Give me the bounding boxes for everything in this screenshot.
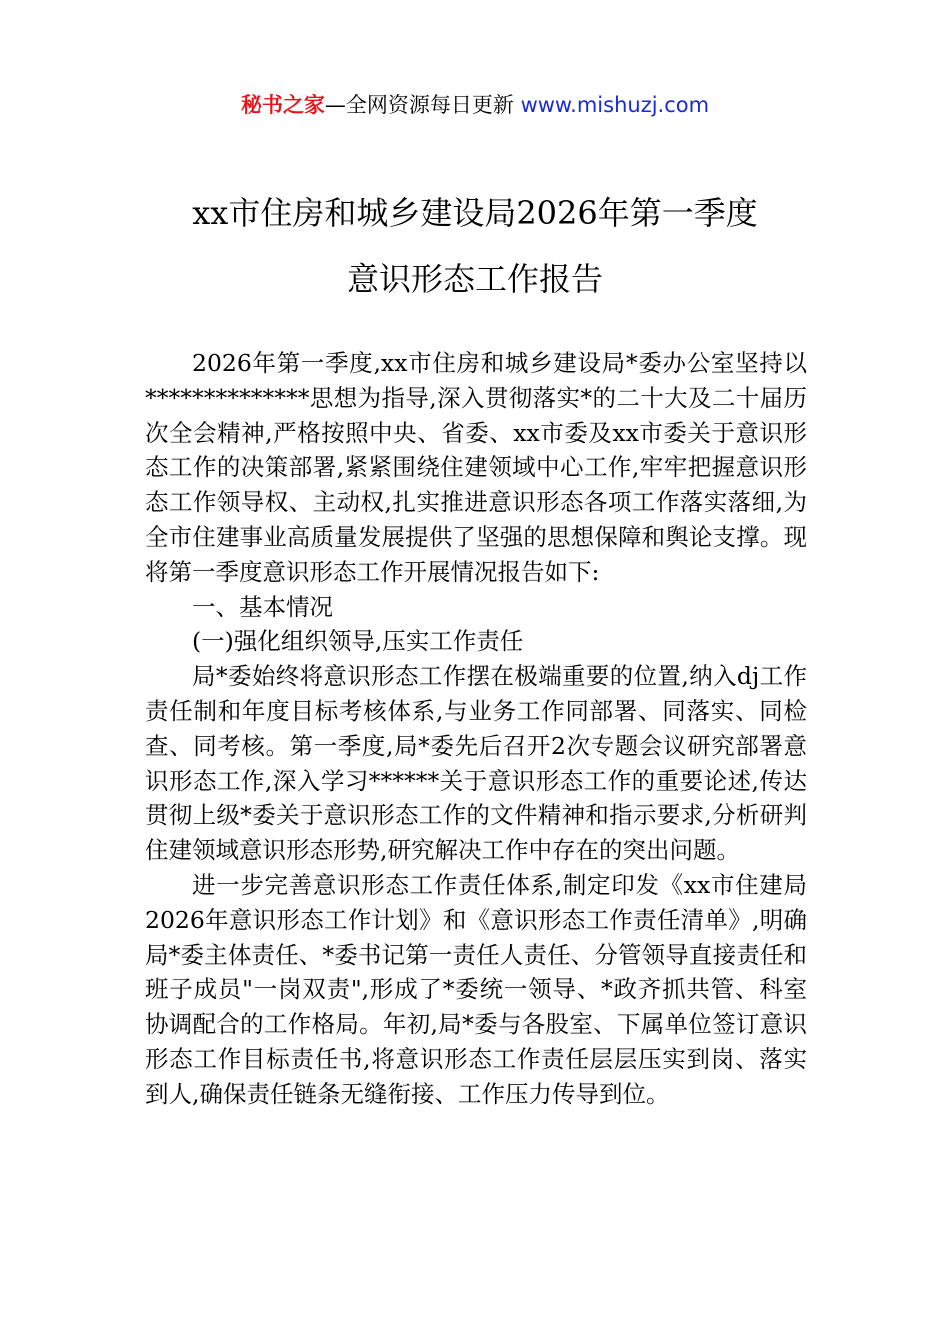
section-heading: 一、基本情况 xyxy=(192,592,333,621)
subsection-heading: (一)强化组织领导,压实工作责任 xyxy=(192,627,524,656)
document-title-line-2: 意识形态工作报告 xyxy=(346,260,603,298)
site-header xyxy=(0,90,950,120)
site-brand: 秘书之家 xyxy=(240,93,325,117)
document-body xyxy=(145,346,807,1112)
site-url-link[interactable]: www.mishuzj.com xyxy=(520,93,710,117)
paragraph-leadership: 局*委始终将意识形态工作摆在极端重要的位置,纳入dj工作责任制和年度目标考核体系,与业务工作同部署、同落实、同检查、同考核。第一季度,局*委先后召开2次专题会议研究部署意识形态工作,深入学习******关于意识形态工作的重要论述,传达贯彻上级*委关于意识形态工作的文件精神和指示要求,分析研判住建领域意识形态形势,研究解决工作中存在的突出问题。 xyxy=(145,662,807,865)
document-title-line-1: xx市住房和城乡建设局2026年第一季度 xyxy=(192,194,758,232)
site-slogan: —全网资源每日更新 xyxy=(324,93,521,117)
paragraph-intro: 2026年第一季度,xx市住房和城乡建设局*委办公室坚持以**************思想为指导,深入贯彻落实*的二十大及二十届历次全会精神,严格按照中央、省委、xx市委及xx市委关于意识形态工作的决策部署,紧紧围绕住建领域中心工作,牢牢把握意识形态工作领导权、主动权,扎实推进意识形态各项工作落实落细,为全市住建事业高质量发展提供了坚强的思想保障和舆论支撑。现将第一季度意识形态工作开展情况报告如下: xyxy=(145,349,807,586)
paragraph-responsibility: 进一步完善意识形态工作责任体系,制定印发《xx市住建局2026年意识形态工作计划》和《意识形态工作责任清单》,明确局*委主体责任、*委书记第一责任人责任、分管领导直接责任和班子成员"一岗双责",形成了*委统一领导、*政齐抓共管、科室协调配合的工作格局。年初,局*委与各股室、下属单位签订意识形态工作目标责任书,将意识形态工作责任层层压实到岗、落实到人,确保责任链条无缝衔接、工作压力传导到位。 xyxy=(145,870,807,1108)
